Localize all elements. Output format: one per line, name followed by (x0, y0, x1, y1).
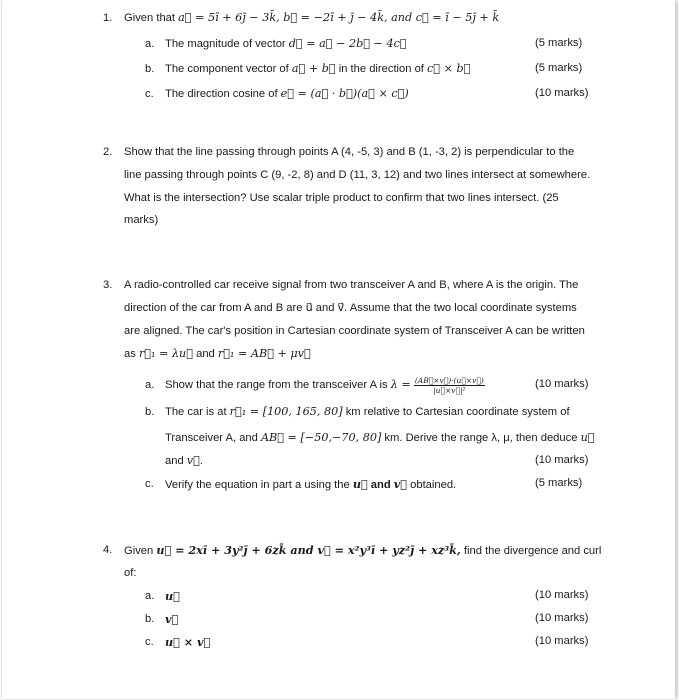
q4a-math: u⃗ (165, 589, 180, 603)
q4a-marks: (10 marks) (535, 589, 589, 601)
q2-line-4: marks) (124, 214, 159, 226)
q1b-marks: (5 marks) (535, 62, 583, 74)
q4-line-2: of: (124, 567, 137, 579)
q1b-math1: a⃗ + b⃗ (291, 62, 336, 75)
q1b-letter: b. (145, 63, 155, 75)
q4a-letter: a. (145, 590, 155, 602)
q3-line4-and: and (192, 348, 218, 360)
q3a-fraction (414, 376, 485, 395)
q3b-line3-end: . (199, 455, 203, 467)
q1c-text (165, 87, 409, 101)
q3c-end: obtained. (407, 479, 457, 491)
q4b-math: v⃗ (165, 612, 179, 626)
q3c-marks: (5 marks) (535, 477, 583, 489)
q3a-marks: (10 marks) (535, 378, 589, 390)
q3a-numerator: (AB⃗×v⃗)·(u⃗×v⃗) (414, 375, 484, 385)
q1a-label: The magnitude of vector (165, 38, 289, 50)
q4-suffix: find the divergence and curl (460, 545, 602, 557)
q4c-marks: (10 marks) (535, 635, 589, 647)
q3b-line-1 (165, 405, 570, 419)
q1-stem-text: Given that (124, 12, 179, 24)
q4c-math: u⃗ × v⃗ (165, 635, 211, 649)
q3a-denominator: |u⃗×v⃗|² (433, 385, 466, 395)
q1c-letter: c. (145, 88, 154, 100)
q1b-math2: c⃗ × b⃗ (427, 62, 471, 75)
q3b-line-3 (165, 454, 203, 468)
q1-number: 1. (103, 12, 113, 24)
q3-line-4 (124, 347, 311, 361)
q3-line4-prefix: as (124, 348, 139, 360)
q3b-letter: b. (145, 406, 155, 418)
q4-number: 4. (103, 544, 113, 556)
q2-line-3: What is the intersection? Use scalar triple product to confirm that two lines intersect. (25 (124, 192, 559, 204)
document-page (1, 0, 675, 699)
q3-line-3: are aligned. The car's position in Cartesian coordinate system of Transceiver A can be written (124, 325, 585, 337)
q1c-label: The direction cosine of (165, 88, 281, 100)
q4-math: u⃗ = 2xī + 3y²ȷ̄ + 6zk̄ and v⃗ = x²y³ī + yz²ȷ̄ + xz³k̄, (156, 543, 461, 557)
q3b-line3-text: and (165, 455, 187, 467)
q4-prefix: Given (124, 545, 157, 557)
q3b-marks: (10 marks) (535, 454, 589, 466)
q1a-letter: a. (145, 38, 155, 50)
q3b-line2-end: u⃗ (580, 431, 595, 444)
q3a-label: Show that the range from the transceiver A is (165, 379, 391, 391)
q1a-text (165, 37, 407, 51)
q4-line-1 (124, 543, 601, 558)
q4c-letter: c. (145, 636, 154, 648)
q3-line-1: A radio-controlled car receive signal from two transceiver A and B, where A is the origin. The (124, 279, 579, 291)
q1a-marks: (5 marks) (535, 37, 583, 49)
q2-line-2: line passing through points C (9, -2, 8) and D (11, 3, 12) and two lines intersect at somewhere. (124, 169, 591, 181)
q3b-line3-math: v⃗ (186, 454, 200, 467)
q3b-line1-text: The car is at (165, 406, 230, 418)
q3b-line1-math: r⃗₁ = [100, 165, 80] (229, 405, 343, 418)
q1c-marks: (10 marks) (535, 87, 589, 99)
q1-stem-math: a⃗ = 5ī + 6ȷ̄ − 3k̄, b⃗ = −2ī + ȷ̄ − 4k̄, and c⃗ = ī − 5ȷ̄ + k̄ (178, 11, 500, 24)
q1b-label: The component vector of (165, 63, 292, 75)
q3a-text (165, 372, 485, 398)
q3c-math1: u⃗ (352, 477, 368, 491)
q1a-math: d⃗ = a⃗ − 2b⃗ − 4c⃗ (288, 37, 407, 50)
q1-stem (124, 11, 499, 25)
q3c-and: and (367, 479, 394, 491)
q3b-line1-rest: km relative to Cartesian coordinate system of (342, 406, 570, 418)
q3b-line2-math: AB⃗ = [−50,−70, 80] (260, 431, 382, 444)
q3-line4-math1: r⃗₁ = λu⃗ (138, 347, 193, 360)
q3a-lhs: λ = (390, 378, 411, 391)
q3-line4-math2: r⃗₁ = AB⃗ + μv⃗ (217, 347, 311, 360)
q3b-line2-text: Transceiver A, and (165, 432, 261, 444)
q3a-letter: a. (145, 379, 155, 391)
q4b-marks: (10 marks) (535, 612, 589, 624)
q3c-letter: c. (145, 478, 154, 490)
q1b-label2: in the direction of (335, 63, 428, 75)
q3c-text (165, 477, 456, 492)
q3c-label: Verify the equation in part a using the (165, 479, 353, 491)
q1b-text (165, 62, 470, 76)
q2-line-1: Show that the line passing through points A (4, -5, 3) and B (1, -3, 2) is perpendicular to the (124, 146, 575, 158)
q3-number: 3. (103, 279, 113, 291)
q4b-letter: b. (145, 613, 155, 625)
q3c-math2: v⃗ (393, 477, 408, 491)
q3-line-2: direction of the car from A and B are u⃗ and v⃗. Assume that the two local coordinate systems (124, 302, 577, 314)
q1c-math: e⃗ = (a⃗ · b⃗)(a⃗ × c⃗) (280, 87, 409, 100)
q2-number: 2. (103, 146, 113, 158)
q3b-line-2 (165, 431, 594, 445)
q3b-line2-rest: km. Derive the range λ, μ, then deduce (381, 432, 581, 444)
